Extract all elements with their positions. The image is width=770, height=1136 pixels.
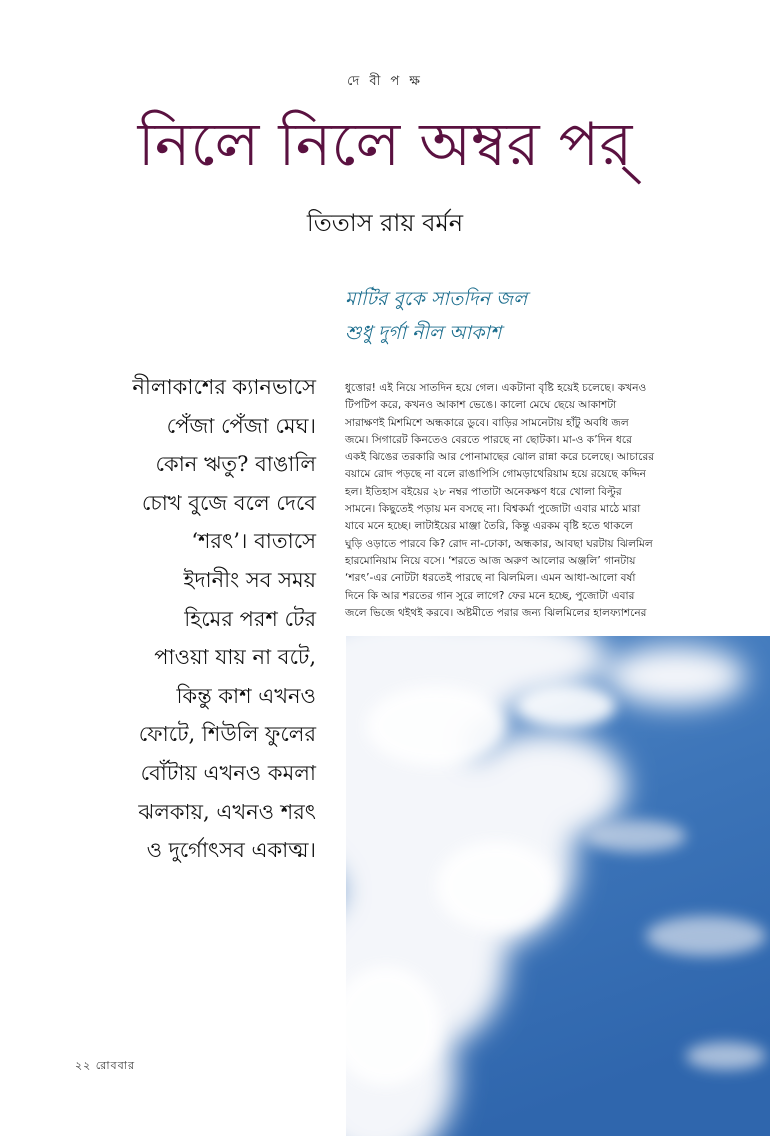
intro-line: ও দুর্গোৎসব একাত্ম।: [146, 838, 316, 863]
intro-line: নীলাকাশের ক্যানভাসে: [132, 375, 316, 399]
intro-line: হিমের পরশ টের: [184, 606, 316, 631]
body-line: ‘শরৎ’-এর নোটটা ধরতেই পারছে না ঝিলমিল। এমন আধা-আলো বর্ষা: [345, 572, 636, 585]
body-line: দিনে কি আর শরতের গান সুরে লাগে? ফের মনে হচ্ছে, পুজোটা এবার: [345, 589, 635, 602]
intro-line: চোখ বুজে বলে দেবে: [141, 490, 316, 515]
body-line: হল। ইতিহাস বইয়ের ২৮ নম্বর পাতাটা অনেকক্ষণ ধরে খোলা বিল্টুর: [345, 485, 622, 498]
body-line: ঘুড়ি ওড়াতে পারবে কি? রোদ না-ঢোকা, অন্ধকার, আবছা ঘরটায় ঝিলমিল: [345, 537, 653, 550]
intro-line: ইদানীং সব সময়: [183, 567, 316, 592]
body-line: ধুত্তোর! এই নিয়ে সাতদিন হয়ে গেল। একটানা বৃষ্টি হয়েই চলেছে। কখনও: [345, 382, 647, 394]
body-line: জমে। সিগারেট কিনতেও বেরতে পারছে না ছোটকা। মা-ও ক’দিন ধরে: [345, 433, 632, 446]
sky-cloud-photo: [346, 636, 770, 1136]
handwritten-line: শুধু দুর্গা নীল আকাশ: [345, 322, 502, 344]
intro-line: বোঁটায় এখনও কমলা: [140, 760, 316, 785]
intro-line: ঝলকায়, এখনও শরৎ: [138, 799, 316, 824]
intro-line: পেঁজা পেঁজা মেঘ।: [166, 413, 316, 438]
body-line: জলে ভিজে থইথই করবে। অষ্টমীতে পরার জন্য ঝিলমিলের হালফ্যাশনের: [345, 606, 647, 619]
handwritten-caption: [345, 282, 645, 350]
page-folio: ২২ রোববার: [75, 1059, 135, 1072]
handwritten-line: মাটির বুকে সাতদিন জল: [345, 288, 528, 310]
body-line: সামনে। কিছুতেই পড়ায় মন বসছে না। বিশ্বকর্মা পুজোটা এবার মাঠে মারা: [345, 503, 641, 516]
intro-line: কিন্তু কাশ এখনও: [176, 683, 316, 708]
body-line: যাবে মনে হচ্ছে। লাটাইয়ের মাঞ্জা তৈরি, কিন্তু এরকম বৃষ্টি হতে থাকলে: [345, 520, 633, 533]
intro-line: কোন ঋতু? বাঙালি: [155, 452, 316, 477]
body-line: হারমোনিয়াম নিয়ে বসে। ‘শরতে আজ অরুণ আলোর অঞ্জলি’ গানটায়: [345, 554, 636, 567]
body-line: একই ঝিঙের তরকারি আর পোনামাছের ঝোল রান্না করে চলেছে। আচারের: [345, 451, 655, 464]
sky-cloud-illustration: [346, 636, 770, 1136]
intro-line: ফোটে, শিউলি ফুলের: [138, 722, 316, 747]
author-name: তিতাস রায় বর্মন: [306, 209, 464, 237]
body-line: টিপটিপ করে, কখনও আকাশ ভেঙে। কালো মেঘে ছেয়ে আকাশটা: [345, 399, 617, 412]
body-line: সারাক্ষণই মিশমিশে অন্ধকারে ডুবে। বাড়ির সামনেটায় হাঁটু অবধি জল: [345, 416, 629, 429]
page-title: নিলে নিলে অম্বর পর্: [137, 110, 633, 180]
intro-pullquote: [60, 368, 316, 870]
intro-line: পাওয়া যায় না বটে,: [154, 645, 316, 670]
section-label: দে বী প ক্ষ: [347, 74, 423, 89]
body-line: বয়ামে রোদ পড়ছে না বলে রাঙাপিসি গোমড়াথেরিয়াম হয়ে রয়েছে কদ্দিন: [345, 468, 646, 481]
article-body: [345, 380, 740, 622]
intro-line: ‘শরৎ’। বাতাসে: [191, 529, 316, 554]
